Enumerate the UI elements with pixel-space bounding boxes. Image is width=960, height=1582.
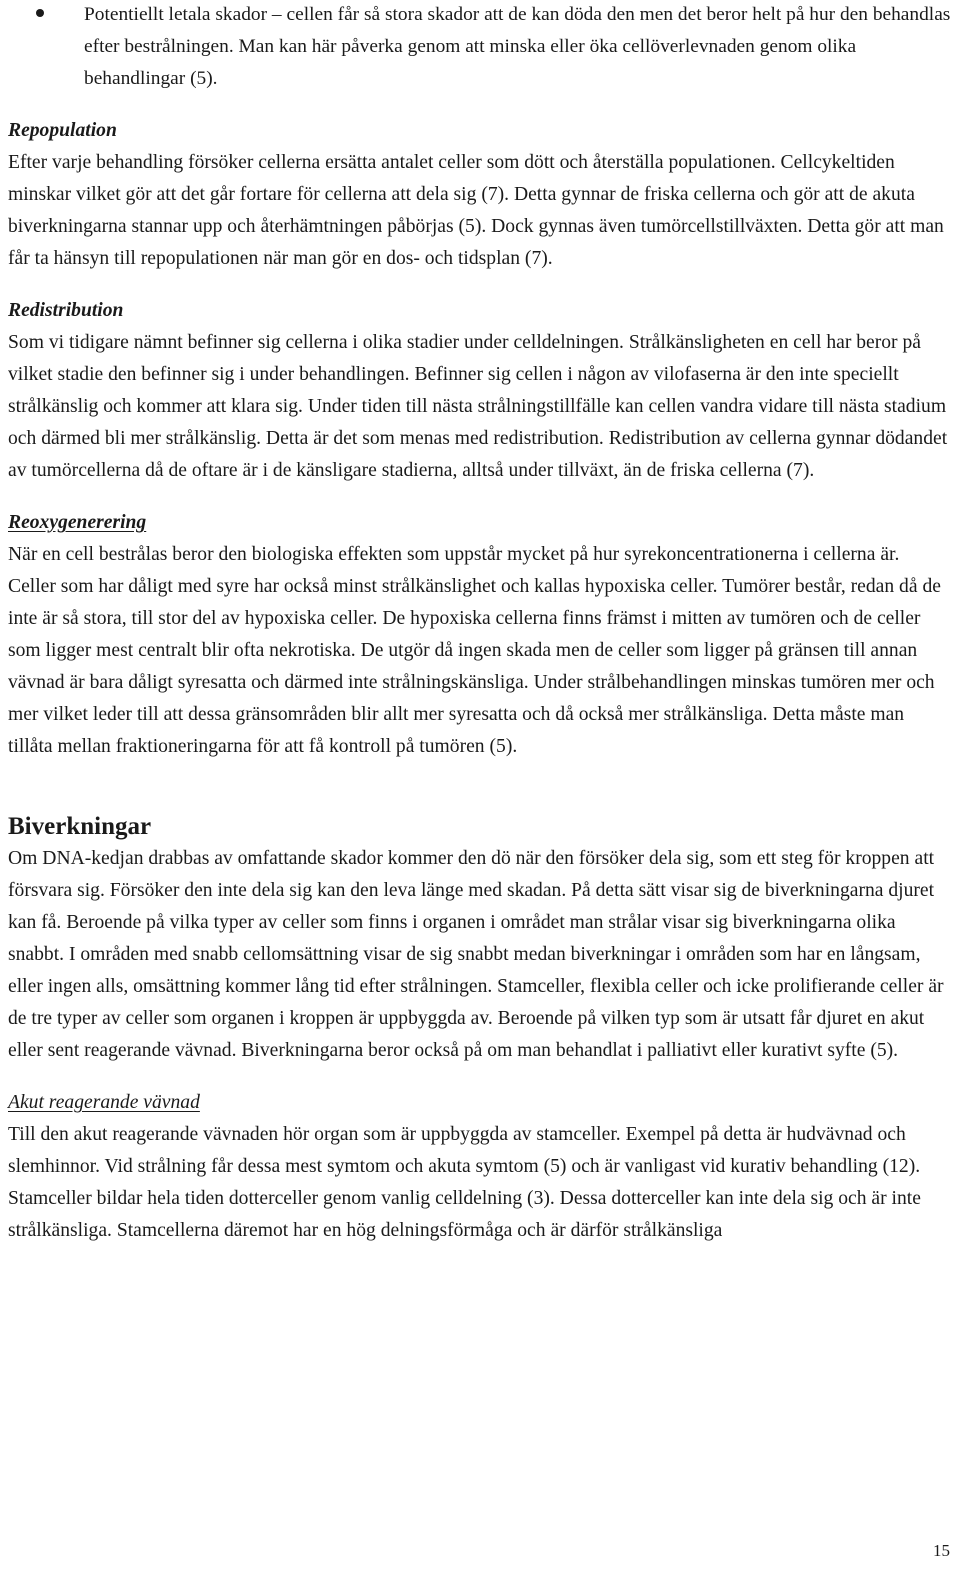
section-paragraph: Till den akut reagerande vävnaden hör organ som är uppbyggda av stamceller. Exempel på detta är hudvävnad och slemhinnor. Vid strålning får dessa mest symtom och akuta symtom (5) och är vanligast vid kurativ behandling (12). Stamceller bildar hela tiden dotterceller genom vanlig celldelning (3). Dessa dotterceller kan inte dela sig och är inte strålkänsliga. Stamcellerna däremot har en hög delningsförmåga och är därför strålkänsliga <box>8 1124 921 1241</box>
chapter-paragraph: Om DNA-kedjan drabbas av omfattande skador kommer den dö när den försöker dela sig, som ett steg för kroppen att försvara sig. Försöker den inte dela sig kan den leva länge med skadan. På detta sätt visar sig de biverkningarna djuret kan få. Beroende på vilka typer av celler som finns i organen i området man strålar visar sig biverkningarna olika snabbt. I områden med snabb cellomsättning visar de sig snabbt medan biverkningar i områden som har en långsam, eller ingen alls, omsättning kommer lång tid efter strålningen. Stamceller, flexibla celler och icke prolifierande celler är de tre typer av celler som organen i kroppen är uppbyggda av. Beroende på vilken typ som är utsatt får djuret en akut eller sent reagerande vävnad. Biverkningarna beror också på om man behandlat i palliativt eller kurativt syfte (5). <box>8 848 944 1061</box>
page-number: 15 <box>933 1541 950 1560</box>
section-paragraph: Som vi tidigare nämnt befinner sig cellerna i olika stadier under celldelningen. Strålkänsligheten en cell har beror på vilket stadie den befinner sig i under behandlingen. Befinner sig cellen i någon av vilofaserna är den inte speciellt strålkänslig och kommer att klara sig. Under tiden till nästa strålningstillfälle kan cellen vandra vidare till nästa stadium och därmed bli mer strålkänslig. Detta är det som menas med redistribution. Redistribution av cellerna gynnar dödandet av tumörcellerna då de oftare är i de känsligare stadierna, alltså under tillväxt, än de friska cellerna (7). <box>8 332 948 481</box>
section-redistribution <box>8 295 952 487</box>
bullet-item <box>8 0 952 95</box>
section-heading: Repopulation <box>8 120 117 141</box>
bullet-text: Potentiellt letala skador – cellen får så stora skador att de kan döda den men det beror helt på hur den behandlas efter bestrålningen. Man kan här påverka genom att minska eller öka cellöverlevnaden genom olika behandlingar (5). <box>84 4 951 89</box>
section-paragraph: Efter varje behandling försöker cellerna ersätta antalet celler som dött och återställa populationen. Cellcykeltiden minskar vilket gör att det går fortare för cellerna att dela sig (7). Detta gynnar de friska cellerna och gör att de akuta biverkningarna stannar upp och återhämtningen påbörjas (5). Dock gynnas även tumörcellstillväxten. Detta gör att man får ta hänsyn till repopulationen när man gör en dos- och tidsplan (7). <box>8 152 944 269</box>
section-repopulation <box>8 115 952 275</box>
bullet-dot-icon <box>36 9 44 17</box>
section-paragraph: När en cell bestrålas beror den biologiska effekten som uppstår mycket på hur syrekoncentrationerna i cellerna är. Celler som har dåligt med syre har också minst strålkänslighet och kallas hypoxiska celler. Tumörer består, redan då de inte är så stora, till stor del av hypoxiska celler. De hypoxiska cellerna finns främst i mitten av tumören och de celler som ligger mest centralt blir ofta nekrotiska. De utgör då ingen skada men de celler som ligger på gränsen till annan vävnad är bara dåligt syresatta och därmed inte strålningskänsliga. Under strålbehandlingen minskas tumören mer och mer vilket leder till att dessa gränsområden blir allt mer syresatta och då också mer strålkänsliga. Detta måste man tillåta mellan fraktioneringarna för att få kontroll på tumören (5). <box>8 544 941 757</box>
section-heading: Akut reagerande vävnad <box>8 1092 200 1113</box>
section-akut-reagerande-vavnad <box>8 1087 952 1247</box>
section-reoxygenerering <box>8 507 952 763</box>
chapter-heading: Biverkningar <box>8 813 152 840</box>
section-heading: Redistribution <box>8 300 124 321</box>
document-page <box>8 0 952 1247</box>
section-heading: Reoxygenerering <box>8 512 147 533</box>
